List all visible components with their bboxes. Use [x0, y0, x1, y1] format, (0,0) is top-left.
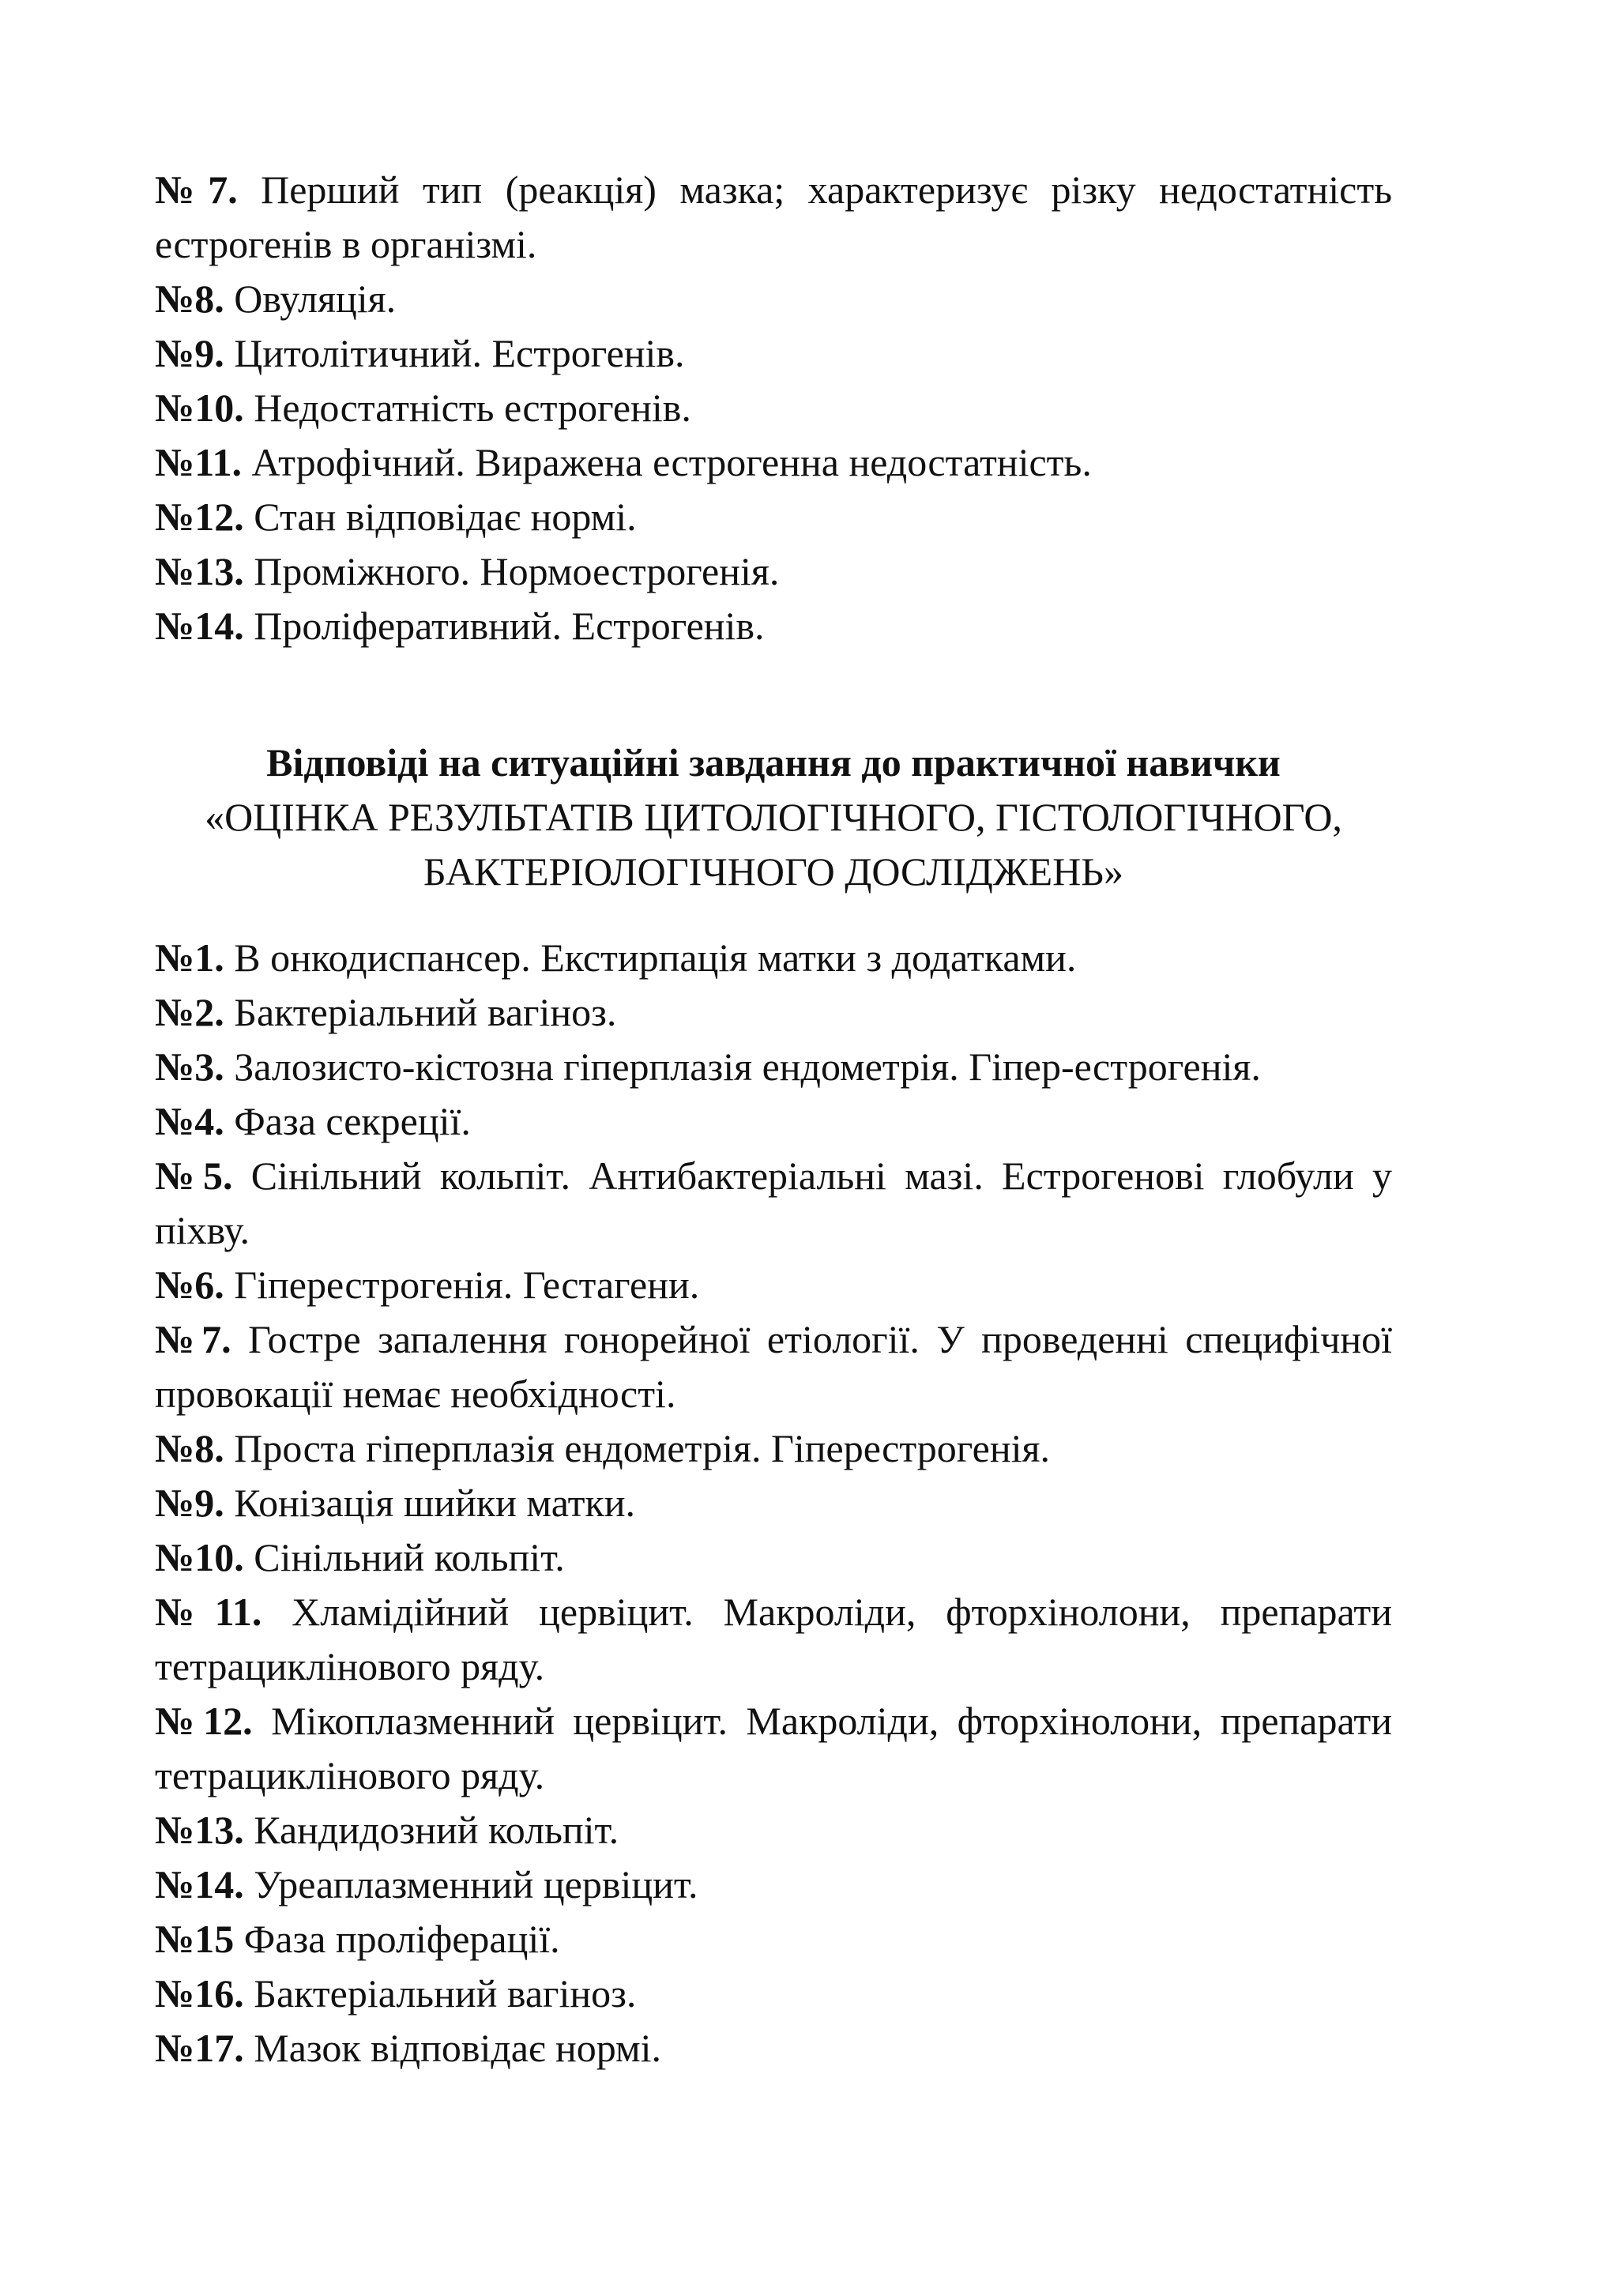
- answer-item: [155, 272, 1392, 326]
- answer-text: Проста гіперплазія ендометрія. Гіперестрогенія.: [224, 1426, 1050, 1470]
- answer-number: №9.: [155, 1481, 224, 1525]
- answer-number: №7.: [155, 1317, 231, 1361]
- answers-list-estrogen: [155, 163, 1392, 653]
- answer-item: [155, 1803, 1392, 1858]
- answer-number: №3.: [155, 1044, 224, 1089]
- answer-text: Залозисто-кістозна гіперплазія ендометрія. Гіпер-естрогенія.: [224, 1044, 1261, 1089]
- answer-text: Овуляція.: [224, 277, 397, 321]
- answer-number: №13.: [155, 549, 244, 593]
- answer-text: Перший тип (реакція) мазка; характеризує різку недостатність естрогенів в організмі.: [155, 167, 1392, 266]
- answer-text: Цитолітичний. Естрогенів.: [224, 331, 685, 375]
- answer-text: Проміжного. Нормоестрогенія.: [243, 549, 780, 593]
- answer-number: №2.: [155, 990, 224, 1034]
- answer-text: Проліферативний. Естрогенів.: [243, 604, 765, 648]
- answer-item: [155, 599, 1392, 653]
- answer-item: [155, 435, 1392, 490]
- answer-number: №13.: [155, 1808, 244, 1852]
- answer-number: №8.: [155, 1426, 224, 1470]
- answer-item: [155, 931, 1392, 985]
- answer-number: №14.: [155, 1862, 244, 1906]
- section-heading: [155, 736, 1392, 899]
- answer-item: [155, 544, 1392, 599]
- answer-item: [155, 1694, 1392, 1803]
- answer-item: [155, 163, 1392, 272]
- answer-number: №15: [155, 1917, 235, 1961]
- answer-text: Бактеріальний вагіноз.: [243, 1971, 637, 2016]
- answer-number: №8.: [155, 277, 224, 321]
- answer-text: Мікоплазменний цервіцит. Макроліди, фторхінолони, препарати тетрациклінового ряду.: [155, 1699, 1392, 1797]
- answer-text: Уреаплазменний цервіцит.: [243, 1862, 698, 1906]
- answer-item: [155, 1149, 1392, 1258]
- answer-item: [155, 1585, 1392, 1694]
- heading-subtitle-line-1: «ОЦІНКА РЕЗУЛЬТАТІВ ЦИТОЛОГІЧНОГО, ГІСТОЛОГІЧНОГО,: [205, 795, 1342, 839]
- heading-subtitle-line-2: БАКТЕРІОЛОГІЧНОГО ДОСЛІДЖЕНЬ»: [423, 849, 1123, 894]
- answer-number: №10.: [155, 386, 244, 430]
- answer-item: [155, 2021, 1392, 2076]
- answer-number: №4.: [155, 1099, 224, 1143]
- answer-text: Фаза секреції.: [224, 1099, 471, 1143]
- answer-item: [155, 1258, 1392, 1312]
- answer-number: №11.: [155, 1590, 262, 1634]
- answer-number: №7.: [155, 167, 238, 212]
- answer-item: [155, 1476, 1392, 1530]
- answer-text: Гіперестрогенія. Гестагени.: [224, 1263, 700, 1307]
- answer-item: [155, 490, 1392, 544]
- answer-text: Гостре запалення гонорейної етіології. У проведенні специфічної провокації немає необхідності.: [155, 1317, 1392, 1416]
- answer-item: [155, 1312, 1392, 1421]
- answer-item: [155, 381, 1392, 435]
- answer-number: №17.: [155, 2026, 244, 2070]
- answer-item: [155, 1094, 1392, 1149]
- answer-text: Бактеріальний вагіноз.: [224, 990, 617, 1034]
- answer-number: №5.: [155, 1154, 233, 1198]
- answer-number: №12.: [155, 495, 244, 539]
- answer-text: Фаза проліферації.: [234, 1917, 560, 1961]
- answer-item: [155, 1967, 1392, 2021]
- answer-number: №14.: [155, 604, 244, 648]
- answer-number: №11.: [155, 440, 242, 484]
- answer-text: Конізація шийки матки.: [224, 1481, 636, 1525]
- answer-item: [155, 1040, 1392, 1094]
- answer-number: №9.: [155, 331, 224, 375]
- heading-title: Відповіді на ситуаційні завдання до практичної навички: [266, 740, 1281, 785]
- answer-text: Сінільний кольпіт.: [243, 1535, 565, 1579]
- answer-text: Недостатність естрогенів.: [243, 386, 691, 430]
- answer-number: №16.: [155, 1971, 244, 2016]
- answer-number: №6.: [155, 1263, 224, 1307]
- answer-text: Стан відповідає нормі.: [243, 495, 637, 539]
- answer-text: Кандидозний кольпіт.: [243, 1808, 619, 1852]
- answer-text: Мазок відповідає нормі.: [243, 2026, 661, 2070]
- answer-number: №1.: [155, 935, 224, 980]
- answer-item: [155, 1530, 1392, 1585]
- answer-text: Сінільний кольпіт. Антибактеріальні мазі. Естрогенові глобули у піхву.: [155, 1154, 1393, 1252]
- answer-text: В онкодиспансер. Екстирпація матки з додатками.: [224, 935, 1077, 980]
- answer-item: [155, 1912, 1392, 1967]
- answer-item: [155, 326, 1392, 381]
- answer-item: [155, 1421, 1392, 1476]
- answer-item: [155, 985, 1392, 1040]
- document-page: [155, 163, 1392, 2076]
- answer-item: [155, 1858, 1392, 1912]
- answer-text: Атрофічний. Виражена естрогенна недостатність.: [242, 440, 1092, 484]
- answer-number: №12.: [155, 1699, 253, 1743]
- answer-number: №10.: [155, 1535, 244, 1579]
- answer-text: Хламідійний цервіцит. Макроліди, фторхінолони, препарати тетрациклінового ряду.: [155, 1590, 1392, 1688]
- answers-list-cytology: [155, 931, 1392, 2076]
